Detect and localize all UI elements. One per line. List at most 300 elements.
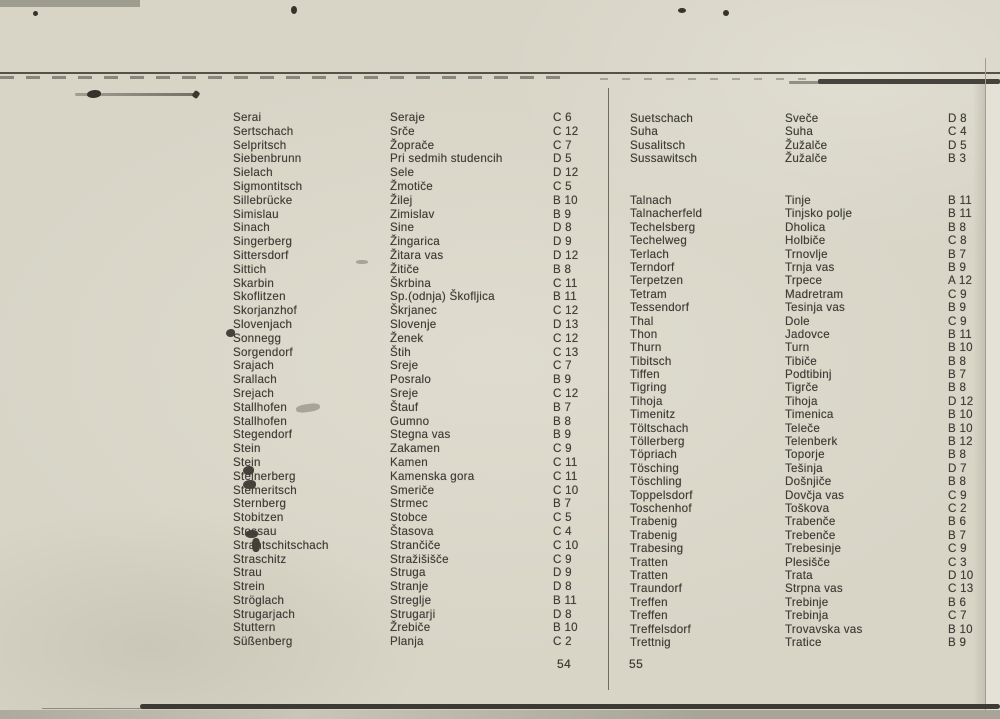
gazetteer-row	[630, 623, 993, 636]
german-name: Stossau	[233, 524, 277, 538]
slovene-name: Tigrče	[785, 381, 819, 395]
grid-code: B 11	[948, 327, 972, 341]
grid-code: B 9	[948, 635, 967, 649]
slovene-name: Sreje	[390, 359, 419, 373]
grid-code: B 9	[948, 301, 967, 315]
gazetteer-row	[630, 248, 993, 261]
gazetteer-row	[630, 207, 993, 220]
slovene-name: Trabenče	[785, 515, 836, 529]
grid-code: D 7	[948, 461, 967, 475]
slovene-name: Trnovlje	[785, 247, 828, 261]
slovene-name: Gumno	[390, 414, 430, 428]
grid-code: C 10	[553, 483, 579, 497]
slovene-name: Tešinja	[785, 461, 823, 475]
german-name: Serai	[233, 111, 262, 124]
german-name: Stein	[233, 442, 261, 456]
grid-code: B 6	[948, 595, 967, 609]
german-name: Sternberg	[233, 497, 287, 511]
slovene-name: Tibiče	[785, 354, 817, 368]
grid-code: C 11	[553, 276, 578, 290]
grid-code: B 7	[948, 247, 967, 261]
slovene-name: Kamenska gora	[390, 469, 475, 483]
gazetteer-row	[630, 395, 993, 408]
slovene-name: Streglje	[390, 593, 432, 607]
slovene-name: Trovavska vas	[785, 622, 863, 636]
slovene-name: Struga	[390, 566, 426, 580]
gazetteer-row	[630, 542, 993, 555]
gazetteer-row	[630, 636, 993, 649]
german-name: Suha	[630, 125, 659, 139]
gazetteer-row	[233, 484, 603, 498]
gazetteer-row	[233, 125, 603, 139]
page-number-right: 55	[629, 657, 644, 671]
slovene-name: Dholica	[785, 220, 826, 234]
slovene-name: Posralo	[390, 373, 432, 387]
right-column-t-section	[630, 194, 993, 649]
grid-code: A 12	[948, 274, 973, 288]
german-name: Traundorf	[630, 582, 683, 596]
slovene-name: Stražišišče	[390, 552, 449, 566]
grid-code: C 9	[948, 488, 967, 502]
grid-code: C 9	[553, 442, 572, 456]
slovene-name: Trebinja	[785, 609, 829, 623]
grid-code: B 8	[948, 354, 967, 368]
slovene-name: Strančiče	[390, 538, 441, 552]
grid-code: B 8	[948, 475, 967, 489]
grid-code: C 2	[553, 635, 572, 649]
german-name: Toschenhof	[630, 501, 692, 515]
gazetteer-row	[630, 435, 993, 448]
gazetteer-row	[630, 301, 993, 314]
gazetteer-row	[630, 569, 993, 582]
german-name: Srajach	[233, 359, 275, 373]
gazetteer-row	[630, 152, 993, 165]
slovene-name: Pri sedmih studencih	[390, 152, 503, 166]
grid-code: B 7	[553, 497, 572, 511]
gazetteer-row	[630, 234, 993, 247]
slovene-name: Tinje	[785, 194, 811, 207]
grid-code: B 9	[553, 428, 572, 442]
german-name: Sielach	[233, 166, 273, 180]
german-name: Strantschitschach	[233, 538, 329, 552]
grid-code: C 7	[553, 359, 572, 373]
gazetteer-row	[630, 502, 993, 515]
gazetteer-row	[233, 139, 603, 153]
german-name: Sillebrücke	[233, 193, 293, 207]
german-name: Tihoja	[630, 394, 663, 408]
gazetteer-row	[233, 290, 603, 304]
german-name: Thurn	[630, 341, 662, 355]
german-name: Timenitz	[630, 408, 676, 422]
slovene-name: Trebenče	[785, 528, 836, 542]
slovene-name: Sele	[390, 166, 415, 180]
slovene-name: Holbiče	[785, 234, 826, 248]
slovene-name: Timenica	[785, 408, 834, 422]
german-name: Skarbin	[233, 276, 275, 290]
slovene-name: Toškova	[785, 501, 830, 515]
grid-code: C 12	[553, 124, 579, 138]
slovene-name: Trnja vas	[785, 260, 835, 274]
slovene-name: Smeriče	[390, 483, 435, 497]
slovene-name: Škrbina	[390, 276, 432, 290]
grid-code: B 8	[553, 262, 572, 276]
german-name: Trabenig	[630, 515, 678, 529]
german-name: Stallhofen	[233, 414, 288, 428]
slovene-name: Žoprače	[390, 138, 435, 152]
german-name: Tetram	[630, 287, 667, 301]
gazetteer-row	[630, 448, 993, 461]
grid-code: C 12	[553, 331, 579, 345]
grid-code: C 13	[553, 345, 579, 359]
slovene-name: Seraje	[390, 111, 426, 124]
gazetteer-row	[630, 381, 993, 394]
slovene-name: Srče	[390, 124, 415, 138]
gazetteer-row	[233, 180, 603, 194]
grid-code: B 6	[948, 515, 967, 529]
gazetteer-row	[233, 539, 603, 553]
slovene-name: Tinjsko polje	[785, 207, 853, 221]
german-name: Sorgendorf	[233, 345, 293, 359]
grid-code: C 9	[553, 552, 572, 566]
slovene-name: Sine	[390, 221, 415, 235]
german-name: Slovenjach	[233, 317, 293, 331]
german-name: Toppelsdorf	[630, 488, 693, 502]
german-name: Treffen	[630, 609, 668, 623]
grid-code: C 10	[553, 538, 579, 552]
page-divider-line	[608, 88, 609, 690]
grid-code: C 4	[948, 125, 967, 139]
gazetteer-row	[233, 401, 603, 415]
grid-code: D 8	[553, 607, 572, 621]
gazetteer-row	[630, 609, 993, 622]
gazetteer-row	[630, 274, 993, 287]
gazetteer-row	[233, 277, 603, 291]
slovene-name: Žrebiče	[390, 621, 431, 635]
grid-code: D 12	[553, 166, 579, 180]
slovene-name: Dole	[785, 314, 810, 328]
gazetteer-row	[233, 194, 603, 208]
gazetteer-row	[630, 125, 993, 138]
grid-code: B 11	[948, 207, 972, 221]
ink-speck	[678, 8, 686, 13]
scan-smudge-top-left	[0, 0, 140, 7]
ink-speck	[723, 10, 729, 16]
german-name: Treffelsdorf	[630, 622, 691, 636]
german-name: Trettnig	[630, 635, 671, 649]
slovene-name: Kamen	[390, 455, 428, 469]
german-name: Straschitz	[233, 552, 287, 566]
grid-code: C 12	[553, 304, 579, 318]
german-name: Sussawitsch	[630, 152, 698, 166]
slovene-name: Podtibinj	[785, 368, 832, 382]
slovene-name: Tratice	[785, 635, 822, 649]
slovene-name: Tihoja	[785, 394, 818, 408]
gazetteer-row	[630, 221, 993, 234]
gazetteer-row	[233, 497, 603, 511]
german-name: Töltschach	[630, 421, 689, 435]
gazetteer-row	[630, 475, 993, 488]
gazetteer-row	[233, 580, 603, 594]
gazetteer-row	[630, 515, 993, 528]
german-name: Stegendorf	[233, 428, 293, 442]
grid-code: D 9	[553, 566, 572, 580]
german-name: Töpriach	[630, 448, 678, 462]
left-column	[233, 111, 603, 649]
german-name: Tratten	[630, 568, 669, 582]
gazetteer-row	[233, 594, 603, 608]
german-name: Techelweg	[630, 234, 688, 248]
german-name: Srejach	[233, 386, 275, 400]
gazetteer-row	[233, 373, 603, 387]
german-name: Steinerberg	[233, 469, 296, 483]
grid-code: B 12	[948, 435, 973, 449]
slovene-name: Štih	[390, 345, 411, 359]
slovene-name: Plesišče	[785, 555, 831, 569]
german-name: Trabenig	[630, 528, 678, 542]
gazetteer-row	[233, 566, 603, 580]
slovene-name: Trpece	[785, 274, 823, 288]
german-name: Thal	[630, 314, 654, 328]
gazetteer-row	[233, 304, 603, 318]
grid-code: D 8	[948, 112, 967, 125]
german-name: Singerberg	[233, 235, 293, 249]
grid-code: B 11	[553, 290, 577, 304]
slovene-name: Štasova	[390, 524, 434, 538]
grid-code: C 11	[553, 469, 578, 483]
german-name: Süßenberg	[233, 635, 293, 649]
gazetteer-row	[233, 553, 603, 567]
gazetteer-row	[630, 328, 993, 341]
slovene-name: Žužalče	[785, 138, 828, 152]
grid-code: B 7	[948, 528, 967, 542]
gazetteer-row	[630, 422, 993, 435]
slovene-name: Jadovce	[785, 327, 830, 341]
slovene-name: Sp.(odnja) Škofljica	[390, 290, 495, 304]
grid-code: B 8	[948, 448, 967, 462]
grid-code: C 8	[948, 234, 967, 248]
grid-code: C 9	[948, 542, 967, 556]
gazetteer-row	[233, 359, 603, 373]
gazetteer-row	[233, 635, 603, 649]
gazetteer-row	[630, 341, 993, 354]
grid-code: D 5	[553, 152, 572, 166]
gazetteer-row	[233, 318, 603, 332]
gazetteer-row	[233, 221, 603, 235]
grid-code: B 8	[948, 220, 967, 234]
gazetteer-row	[630, 462, 993, 475]
grid-code: C 5	[553, 179, 572, 193]
grid-code: B 10	[948, 408, 973, 422]
gazetteer-row	[233, 415, 603, 429]
grid-code: D 8	[553, 580, 572, 594]
german-name: Töllerberg	[630, 435, 685, 449]
slovene-name: Suha	[785, 125, 814, 139]
german-name: Tiffen	[630, 368, 660, 382]
german-name: Simislau	[233, 207, 279, 221]
grid-code: D 12	[948, 394, 974, 408]
slovene-name: Trata	[785, 568, 813, 582]
grid-code: D 9	[553, 235, 572, 249]
slovene-name: Stranje	[390, 580, 429, 594]
gazetteer-row	[233, 525, 603, 539]
grid-code: B 10	[948, 622, 973, 636]
german-name: Selpritsch	[233, 138, 287, 152]
slovene-name: Dovčja vas	[785, 488, 845, 502]
grid-code: B 8	[553, 414, 572, 428]
page-number-left: 54	[557, 657, 572, 671]
german-name: Skoflitzen	[233, 290, 286, 304]
gazetteer-row	[630, 139, 993, 152]
german-name: Sittersdorf	[233, 248, 289, 262]
slovene-name: Toporje	[785, 448, 825, 462]
gazetteer-row	[233, 166, 603, 180]
gazetteer-row	[233, 621, 603, 635]
gazetteer-row	[630, 288, 993, 301]
grid-code: B 3	[948, 152, 967, 166]
gazetteer-row	[233, 608, 603, 622]
german-name: Ströglach	[233, 593, 285, 607]
slovene-name: Žmotiče	[390, 179, 433, 193]
german-name: Tibitsch	[630, 354, 672, 368]
grid-code: B 10	[553, 621, 578, 635]
slovene-name: Štauf	[390, 400, 419, 414]
horizontal-rule	[0, 72, 1000, 74]
german-name: Talnacherfeld	[630, 207, 703, 221]
gazetteer-row	[630, 368, 993, 381]
slovene-name: Sveče	[785, 112, 819, 125]
ink-scribble	[75, 93, 197, 96]
grid-code: C 11	[553, 455, 578, 469]
grid-code: C 2	[948, 501, 967, 515]
grid-code: C 5	[553, 511, 572, 525]
grid-code: B 10	[948, 421, 973, 435]
slovene-name: Stobce	[390, 511, 428, 525]
german-name: Terpetzen	[630, 274, 684, 288]
german-name: Terlach	[630, 247, 670, 261]
gazetteer-row	[630, 556, 993, 569]
german-name: Techelsberg	[630, 220, 696, 234]
german-name: Stallhofen	[233, 400, 288, 414]
german-name: Tigring	[630, 381, 667, 395]
gazetteer-row	[233, 428, 603, 442]
slovene-name: Strpna vas	[785, 582, 843, 596]
german-name: Töschling	[630, 475, 682, 489]
slovene-name: Škrjanec	[390, 304, 438, 318]
slovene-name: Došnjiče	[785, 475, 832, 489]
german-name: Sinach	[233, 221, 270, 235]
gazetteer-row	[630, 194, 993, 207]
grid-code: B 11	[553, 593, 577, 607]
slovene-name: Strugarji	[390, 607, 436, 621]
grid-code: D 8	[553, 221, 572, 235]
german-name: Sonnegg	[233, 331, 282, 345]
grid-code: B 9	[553, 373, 572, 387]
grid-code: B 9	[948, 260, 967, 274]
slovene-name: Zimislav	[390, 207, 435, 221]
slovene-name: Trebinje	[785, 595, 829, 609]
slovene-name: Slovenje	[390, 317, 437, 331]
gazetteer-row	[233, 249, 603, 263]
gazetteer-row	[630, 315, 993, 328]
grid-code: B 7	[948, 368, 967, 382]
german-name: Srallach	[233, 373, 277, 387]
slovene-name: Teleče	[785, 421, 821, 435]
grid-code: B 10	[553, 193, 578, 207]
german-name: Tösching	[630, 461, 680, 475]
rule-smudge	[600, 78, 815, 80]
german-name: Trabesing	[630, 542, 684, 556]
german-name: Sertschach	[233, 124, 294, 138]
slovene-name: Žužalče	[785, 152, 828, 166]
slovene-name: Strmec	[390, 497, 429, 511]
slovene-name: Žingarica	[390, 235, 440, 249]
grid-code: C 6	[553, 111, 572, 124]
gazetteer-row	[233, 511, 603, 525]
gazetteer-row	[630, 489, 993, 502]
gazetteer-row	[233, 235, 603, 249]
grid-code: C 12	[553, 386, 579, 400]
ink-speck	[291, 6, 297, 14]
gazetteer-row	[630, 596, 993, 609]
gazetteer-row	[233, 111, 603, 125]
german-name: Stobitzen	[233, 511, 284, 525]
slovene-name: Stegna vas	[390, 428, 451, 442]
gazetteer-row	[233, 208, 603, 222]
german-name: Tratten	[630, 555, 669, 569]
gazetteer-row	[630, 355, 993, 368]
german-name: Sigmontitsch	[233, 179, 303, 193]
german-name: Strugarjach	[233, 607, 296, 621]
german-name: Susalitsch	[630, 138, 686, 152]
slovene-name: Planja	[390, 635, 424, 649]
grid-code: D 5	[948, 138, 967, 152]
grid-code: C 13	[948, 582, 974, 596]
grid-code: B 9	[553, 207, 572, 221]
gazetteer-row	[630, 112, 993, 125]
grid-code: C 3	[948, 555, 967, 569]
grid-code: D 10	[948, 568, 974, 582]
german-name: Strau	[233, 566, 262, 580]
gazetteer-row	[630, 582, 993, 595]
grid-code: C 9	[948, 287, 967, 301]
german-name: Skorjanzhof	[233, 304, 297, 318]
grid-code: B 11	[948, 194, 972, 207]
grid-code: D 12	[553, 248, 579, 262]
scan-strip-bottom	[0, 710, 1000, 719]
gazetteer-row	[233, 442, 603, 456]
slovene-name: Ženek	[390, 331, 424, 345]
gazetteer-row	[630, 529, 993, 542]
gazetteer-row	[630, 261, 993, 274]
german-name: Stein	[233, 455, 261, 469]
ink-speck	[33, 11, 38, 16]
gazetteer-row	[233, 470, 603, 484]
german-name: Stemeritsch	[233, 483, 297, 497]
grid-code: D 13	[553, 317, 579, 331]
german-name: Siebenbrunn	[233, 152, 302, 166]
german-name: Terndorf	[630, 260, 675, 274]
gazetteer-row	[233, 456, 603, 470]
scan-smudge-bottom	[140, 704, 1000, 709]
slovene-name: Turn	[785, 341, 810, 355]
slovene-name: Telenberk	[785, 435, 838, 449]
grid-code: C 7	[553, 138, 572, 152]
grid-code: C 9	[948, 314, 967, 328]
german-name: Strein	[233, 580, 265, 594]
grid-code: B 8	[948, 381, 967, 395]
right-column-s-section	[630, 112, 993, 166]
slovene-name: Trebesinje	[785, 542, 842, 556]
